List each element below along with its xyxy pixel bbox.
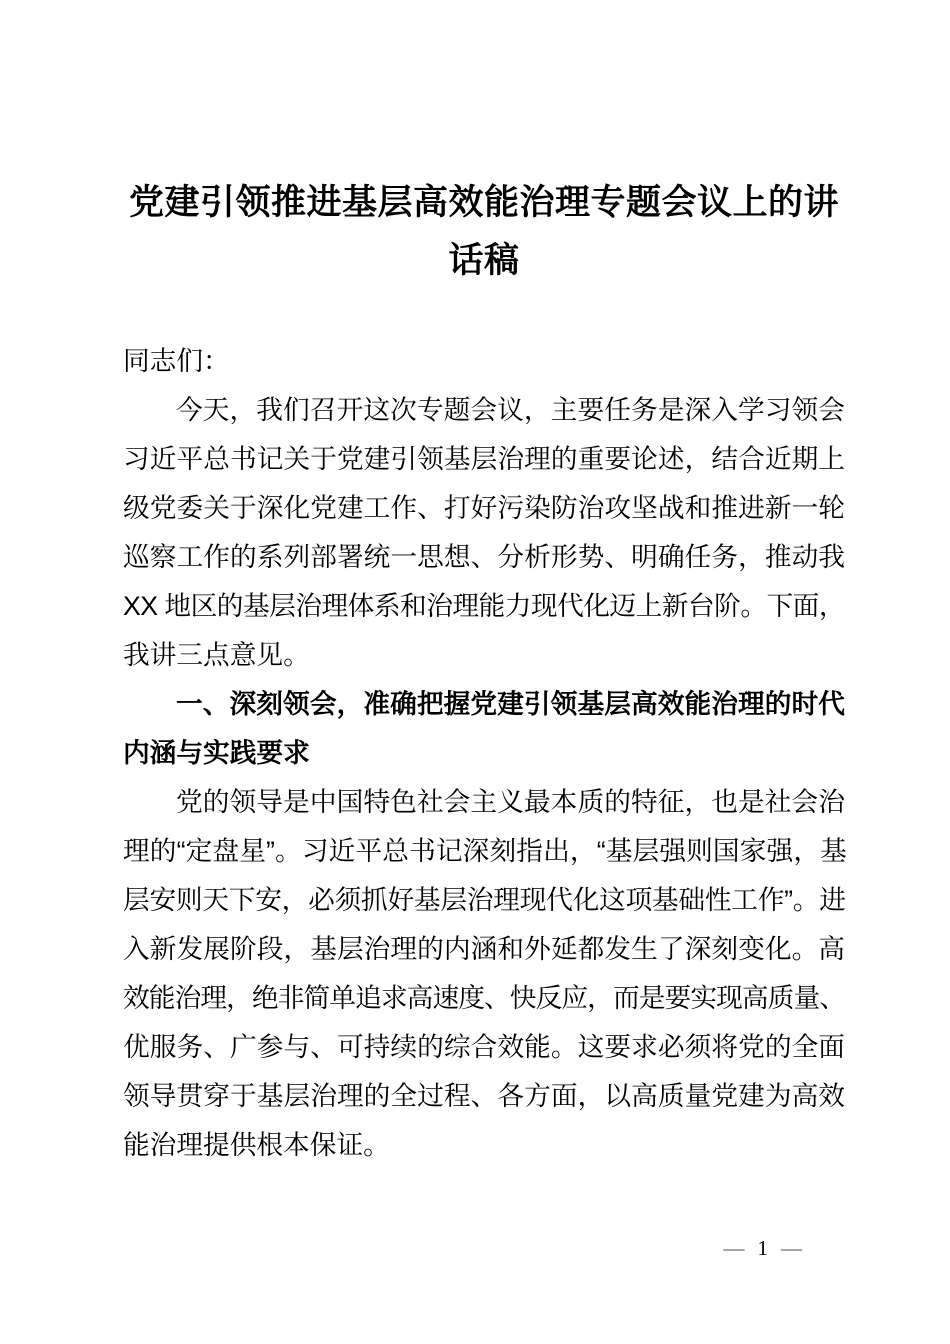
paragraph-line: 党的领导是中国特色社会主义最本质的特征，也是社会治 bbox=[176, 787, 845, 817]
paragraph-line: 今天，我们召开这次专题会议，主要任务是深入学习领会 bbox=[176, 395, 845, 425]
paragraph-line: 层安则天下安，必须抓好基层治理现代化这项基础性工作”。进 bbox=[123, 885, 845, 915]
paragraph-line: 我讲三点意见。 bbox=[123, 640, 310, 670]
paragraph-line: 级党委关于深化党建工作、打好污染防治攻坚战和推进新一轮 bbox=[123, 493, 845, 523]
paragraph-line: 入新发展阶段，基层治理的内涵和外延都发生了深刻变化。高 bbox=[123, 934, 845, 964]
page-number-value: 1 bbox=[757, 1236, 768, 1260]
paragraph-line: 习近平总书记关于党建引领基层治理的重要论述，结合近期上 bbox=[123, 444, 845, 474]
paragraph-line: 领导贯穿于基层治理的全过程、各方面，以高质量党建为高效 bbox=[123, 1081, 845, 1111]
heading-line: 内涵与实践要求 bbox=[123, 738, 310, 768]
paragraph-line: 优服务、广参与、可持续的综合效能。这要求必须将党的全面 bbox=[123, 1032, 845, 1062]
paragraph-section-one bbox=[123, 778, 845, 1170]
paragraph-line: XX 地区的基层治理体系和治理能力现代化迈上新台阶。下面， bbox=[123, 591, 845, 621]
paragraph-line: 理的“定盘星”。习近平总书记深刻指出，“基层强则国家强，基 bbox=[123, 836, 845, 866]
title-line-2: 话稿 bbox=[448, 241, 520, 280]
salutation-line: 同志们： bbox=[123, 346, 230, 376]
section-heading bbox=[123, 680, 845, 778]
paragraph-line: 效能治理，绝非简单追求高速度、快反应，而是要实现高质量、 bbox=[123, 983, 845, 1013]
page-number-dash-left: — bbox=[723, 1236, 745, 1260]
title-line-1: 党建引领推进基层高效能治理专题会议上的讲 bbox=[128, 183, 839, 222]
paragraph-line: 能治理提供根本保证。 bbox=[123, 1130, 390, 1160]
paragraph-line: 巡察工作的系列部署统一思想、分析形势、明确任务，推动我 bbox=[123, 542, 845, 572]
document-body bbox=[123, 337, 845, 1170]
paragraph-intro bbox=[123, 386, 845, 680]
page-number bbox=[724, 1236, 803, 1261]
document-page bbox=[123, 0, 845, 1170]
heading-line: 一、深刻领会，准确把握党建引领基层高效能治理的时代 bbox=[176, 689, 845, 719]
page-title bbox=[123, 174, 845, 290]
page-number-dash-right: — bbox=[781, 1236, 802, 1260]
